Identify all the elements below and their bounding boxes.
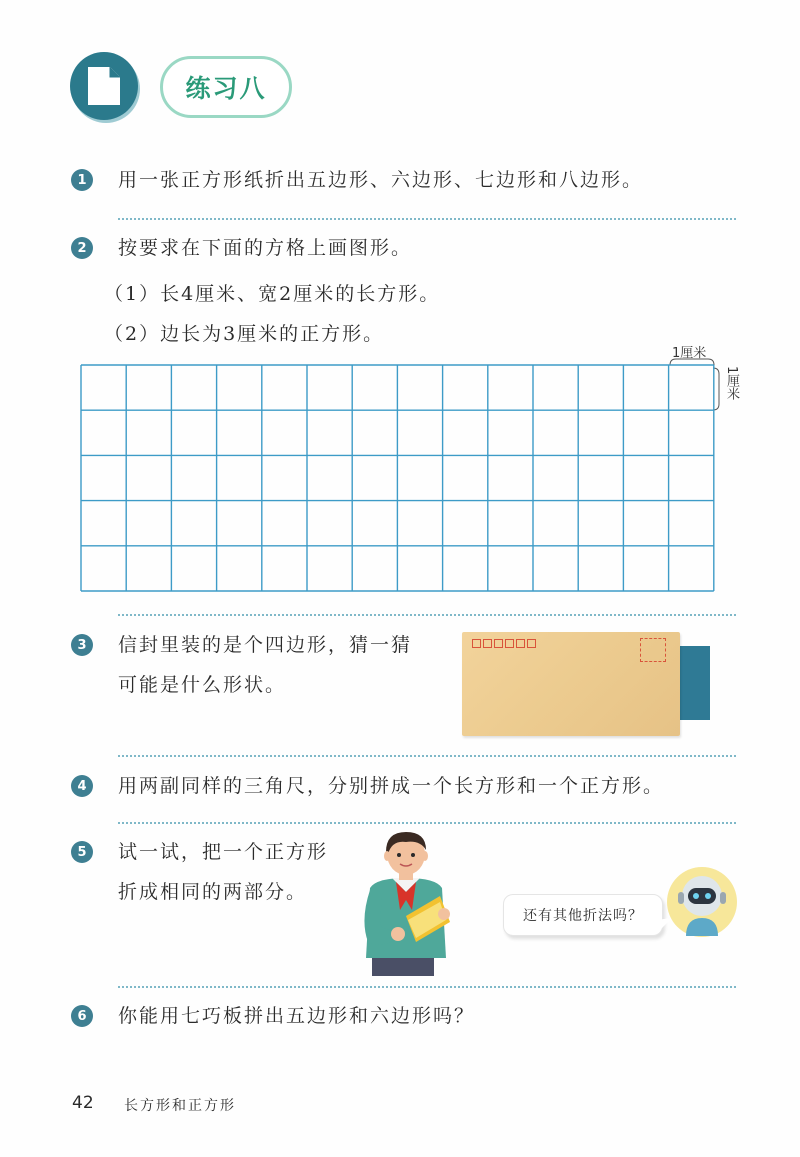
item-1-text: 用一张正方形纸折出五边形、六边形、七边形和八边形。 [118, 169, 644, 191]
item-4-text: 用两副同样的三角尺，分别拼成一个长方形和一个正方形。 [118, 775, 665, 797]
document-icon [84, 64, 124, 108]
square-grid [80, 364, 717, 593]
item-number-5: 5 [71, 841, 93, 863]
speech-bubble [503, 894, 663, 936]
item-2-text: 按要求在下面的方格上画图形。 [118, 237, 413, 259]
exercise-badge [70, 52, 138, 120]
page-number: 42 [72, 1093, 94, 1113]
robot-avatar [666, 866, 738, 938]
unit-label-side: 1厘米 [724, 366, 739, 401]
item-5-line-1: 试一试，把一个正方形 [118, 841, 329, 863]
item-3-line-2: 可能是什么形状。 [118, 674, 287, 696]
unit-label-top: 1厘米 [672, 346, 707, 361]
envelope-image [462, 632, 680, 736]
boy-illustration [356, 830, 460, 976]
item-number-3: 3 [71, 634, 93, 656]
hidden-shape [676, 646, 710, 720]
chapter-title: 长方形和正方形 [124, 1098, 236, 1114]
divider [118, 822, 736, 824]
divider [118, 218, 736, 220]
item-2-sub-1: （1）长4厘米、宽2厘米的长方形。 [104, 283, 441, 305]
page-title: 练习八 [185, 74, 267, 103]
speech-bubble-text: 还有其他折法吗？ [523, 908, 643, 924]
item-number-4: 4 [71, 775, 93, 797]
item-6-text: 你能用七巧板拼出五边形和六边形吗？ [118, 1005, 476, 1027]
stamp-box [640, 638, 666, 662]
divider [118, 614, 736, 616]
item-2-sub-2: （2）边长为3厘米的正方形。 [104, 323, 385, 345]
title-pill [160, 56, 292, 118]
item-3-line-1: 信封里装的是个四边形，猜一猜 [118, 634, 413, 656]
divider [118, 986, 736, 988]
item-number-6: 6 [71, 1005, 93, 1027]
divider [118, 755, 736, 757]
item-5-line-2: 折成相同的两部分。 [118, 881, 308, 903]
item-number-1: 1 [71, 169, 93, 191]
item-number-2: 2 [71, 237, 93, 259]
